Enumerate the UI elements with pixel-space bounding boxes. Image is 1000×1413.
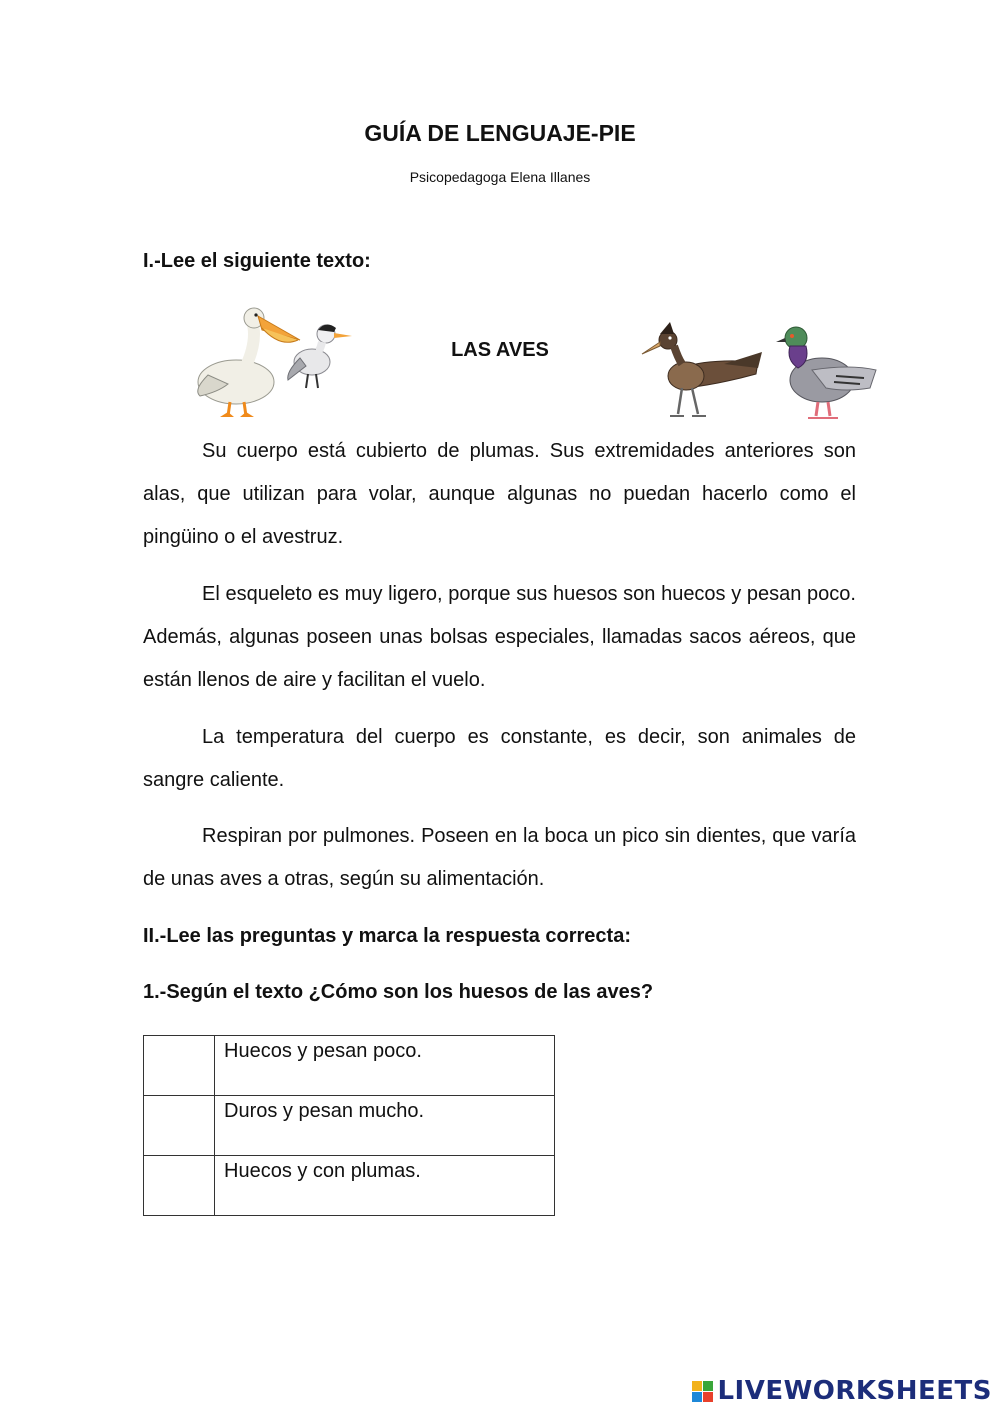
pigeon-icon xyxy=(776,327,876,418)
author-line: Psicopedagoga Elena Illanes xyxy=(409,169,591,185)
page-title: GUÍA DE LENGUAJE-PIE xyxy=(364,120,636,146)
answer-row xyxy=(144,1096,555,1156)
pelican-icon xyxy=(198,308,300,417)
paragraph-4: Respiran por pulmones. Poseen en la boca un pico sin dientes, que varía de unas aves a otras, según su alimentación. xyxy=(143,825,856,890)
section-2-heading: II.-Lee las preguntas y marca la respuesta correcta: xyxy=(143,925,631,947)
paragraph-3: La temperatura del cuerpo es constante, es decir, son animales de sangre caliente. xyxy=(143,726,856,791)
pelican-and-tern-illustration xyxy=(188,300,358,425)
roadrunner-icon xyxy=(642,322,762,416)
logo-wordmark: LIVEWORKSHEETS xyxy=(717,1376,992,1406)
answer-checkbox-2[interactable] xyxy=(144,1096,215,1156)
answer-checkbox-3[interactable] xyxy=(144,1156,215,1216)
paragraph-2: El esqueleto es muy ligero, porque sus huesos son huecos y pesan poco. Además, algunas poseen unas bolsas especiales, llamadas sacos aéreos, que están llenos de aire y facilitan el vuelo. xyxy=(143,583,856,691)
question-1: 1.-Según el texto ¿Cómo son los huesos de las aves? xyxy=(143,981,654,1003)
answer-row xyxy=(144,1036,555,1096)
answer-table xyxy=(143,1035,555,1216)
paragraph-1: Su cuerpo está cubierto de plumas. Sus extremidades anteriores son alas, que utilizan para volar, aunque algunas no puedan hacerlo como el pingüino o el avestruz. xyxy=(143,440,856,548)
story-title: LAS AVES xyxy=(451,339,549,361)
answer-option-3: Huecos y con plumas. xyxy=(215,1156,555,1216)
answer-option-1: Huecos y pesan poco. xyxy=(215,1036,555,1096)
answer-checkbox-1[interactable] xyxy=(144,1036,215,1096)
answer-option-2: Duros y pesan mucho. xyxy=(215,1096,555,1156)
liveworksheets-logo[interactable] xyxy=(692,1376,992,1406)
logo-mark-icon xyxy=(692,1381,713,1402)
roadrunner-and-pigeon-illustration xyxy=(640,318,882,426)
answer-row xyxy=(144,1156,555,1216)
section-1-heading: I.-Lee el siguiente texto: xyxy=(143,250,371,272)
